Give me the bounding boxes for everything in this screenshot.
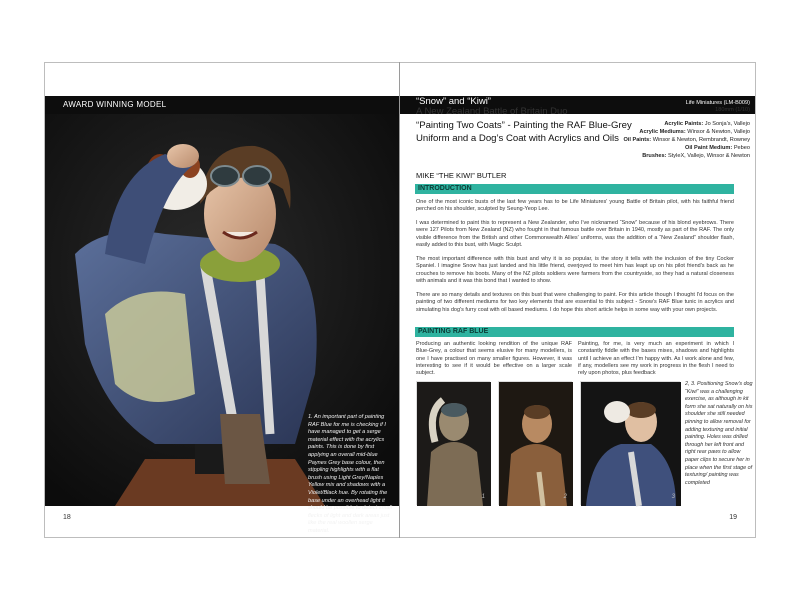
intro-paragraph: One of the most iconic busts of the last few years has to be Life Miniatures' young Battle of Britain pilot, with his faithful friend perched on his shoulder, sculpted by Seung-Yeop Lee. — [416, 199, 734, 213]
photo-number: 3 — [671, 494, 675, 500]
materials-list — [600, 120, 750, 160]
progress-photo — [416, 381, 490, 505]
photo-caption: 2, 3. Positioning Snow's dog “Kiwi” was a challenging exercise, as although in kit form she sat naturally on his shoulder she still needed pinning to allow removal for adding texturing and initial painting. Holes was drilled through her left front and right rear paws to allow paper clips to secure her in place when the first stage of texturing/ painting was completed — [685, 381, 753, 486]
section-heading: INTRODUCTION — [418, 185, 472, 192]
photo-caption: 1. An important part of painting RAF Blue for me is checking if I have managed to get a serge material effect with the acrylics paints. This is done by first applying an overall mid-blue Paynes Grey base colour, then stippling highlights with a flat brush using Light Grey/Naples Yellow mix and shadows with a Violet/Black hue. By rotating the base under an overhead light it should be possible to detect small flecks of light and dark areas just like the real woollen serge material. — [308, 414, 392, 534]
article-headline: “Snow” and “Kiwi” — [416, 96, 491, 107]
page-number-right: 19 — [729, 514, 737, 521]
progress-photo-image — [581, 382, 681, 506]
body-column-left: Producing an authentic looking rendition of the unique RAF Blue-Grey, a colour that seems elusive for many modellers, is one I have practised on many smaller figures. However, it was interesting to see if it would be effective on a larger scale subject. — [416, 341, 572, 377]
materials-row: Oil Paint Medium: Pebeo — [685, 145, 750, 151]
kit-info — [686, 100, 750, 114]
left-header-bar — [45, 96, 399, 114]
materials-row: Oil Paints: Winsor & Newton, Rembrandt, Rowney — [623, 137, 750, 143]
right-page — [400, 63, 755, 537]
left-page — [45, 63, 399, 537]
kit-maker: Life Miniatures (LM-B009) — [685, 100, 750, 106]
photo-number: 1 — [481, 494, 485, 500]
kit-scale: 180mm (1/10) — [715, 107, 750, 113]
body-column-right: Painting, for me, is very much an experiment in which I constantly fiddle with the bases mixes, shadows and highlights until I achieve an effect I'm happy with. As I work alone and few, if any, modellers see my work in progress in the flesh I need to rely upon photos, plus feedback — [578, 341, 734, 377]
article-subheadline: A New Zealand Battle of Britain Duo — [416, 106, 568, 117]
progress-photo-image — [417, 382, 491, 506]
intro-paragraph: I was determined to paint this to represent a New Zealander, who I've nicknamed “Snow” because of his blond eyebrows. There were 127 Pilots from New Zealand (NZ) who fought in that famous battle over Britain in 1940, mostly as part of the RAF. The only visible difference from the British and other Commonwealth Allies' uniforms, was the addition of a “New Zealand” shoulder flash, easily added to this bust, with Magic Sculpt. — [416, 220, 734, 248]
article-title: “Painting Two Coats” - Painting the RAF Blue-Grey Uniform and a Dog’s Coat with Acrylics and Oils — [416, 120, 632, 144]
section-heading: PAINTING RAF BLUE — [418, 328, 489, 335]
section-heading-bar — [415, 327, 734, 337]
progress-photo — [580, 381, 680, 505]
materials-row: Brushes: StyleX, Vallejo, Winsor & Newton — [642, 153, 750, 159]
author-byline: MIKE “THE KIWI” BUTLER — [416, 171, 507, 180]
section-header-label: AWARD WINNING MODEL — [63, 100, 167, 109]
materials-row: Acrylic Paints: Jo Sonja’s, Vallejo — [664, 121, 750, 127]
photo-number: 2 — [563, 494, 567, 500]
intro-paragraph: The most important difference with this bust and why it is so popular, is the story it tells with the inclusion of the tiny Cocker Spaniel. I imagine Snow has just landed and his little friend, overjoyed to meet him has leapt up on his pilot friend's back as he crouches to remove his boots. Many of the NZ pilots soldiers were farmers from the countryside, so they had a natural closeness with animals and it was this bond that I wanted to show. — [416, 256, 734, 284]
page-number-left: 18 — [63, 514, 71, 521]
materials-row: Acrylic Mediums: Winsor & Newton, Vallejo — [639, 129, 750, 135]
section-heading-bar — [415, 184, 734, 194]
progress-photo-image — [499, 382, 573, 506]
progress-photo — [498, 381, 572, 505]
intro-paragraph: There are so many details and textures on this bust that were challenging to paint. For this article though I thought I'd focus on the painting of two different mediums for two key elements that are essential to this subject - Snow's RAF Blue tunic in acrylics and simulating his dog's furry coat with oil based mediums. I do hope this short article helps in some way with your own projects. — [416, 292, 734, 313]
